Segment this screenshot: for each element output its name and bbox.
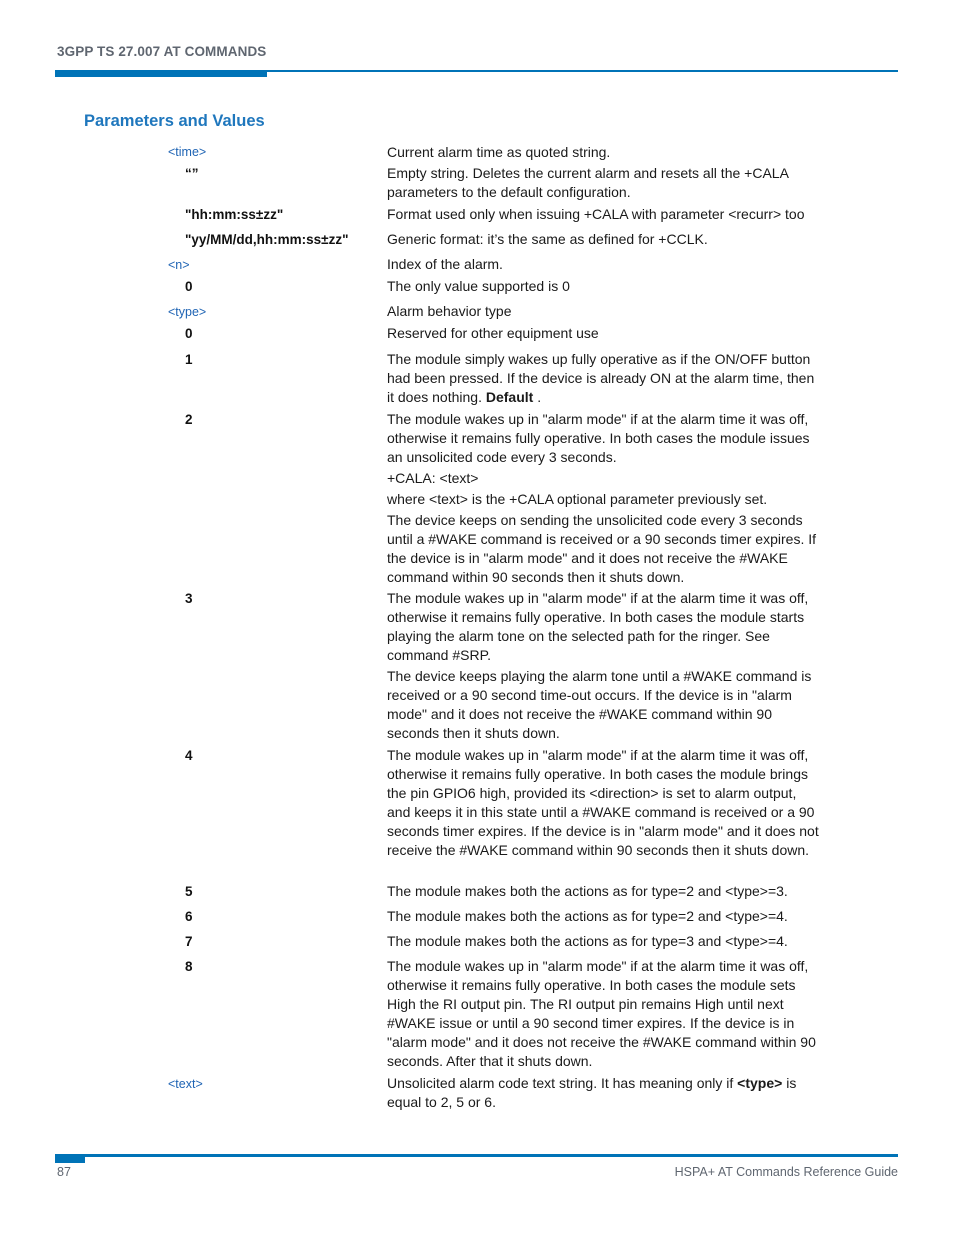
value-hhmm-desc: Format used only when issuing +CALA with parameter <recurr> too: [387, 206, 805, 222]
type2-para-1: The module wakes up in "alarm mode" if at the alarm time it was off, otherwise it remains fully operative. In both cases the module issues an unsolicited code every 3 seconds.: [387, 411, 810, 465]
value-yymm-desc: Generic format: it’s the same as defined for +CCLK.: [387, 231, 708, 247]
value-type2-key: 2: [185, 412, 193, 427]
value-type5-desc: The module makes both the actions as for type=2 and <type>=3.: [387, 883, 788, 899]
value-hhmm-key: "hh:mm:ss±zz": [185, 207, 284, 222]
value-type0-desc: Reserved for other equipment use: [387, 325, 599, 341]
text-desc-head: Unsolicited alarm code text string. It has meaning only if: [387, 1075, 738, 1091]
value-empty-desc: Empty string. Deletes the current alarm and resets all the +CALA parameters to the default configuration.: [387, 165, 789, 200]
param-text-key: <text>: [168, 1077, 203, 1091]
value-type6-key: 6: [185, 909, 193, 924]
header-title: 3GPP TS 27.007 AT COMMANDS: [57, 44, 267, 59]
type2-para-2: +CALA: <text>: [387, 470, 479, 486]
text-type-ref: <type>: [737, 1075, 783, 1091]
value-type4-key: 4: [185, 748, 193, 763]
param-type-key: <type>: [168, 305, 207, 319]
value-empty-key: “”: [185, 166, 199, 181]
param-time-desc: Current alarm time as quoted string.: [387, 144, 611, 160]
value-type1-key: 1: [185, 352, 193, 367]
footer-rule: [55, 1154, 898, 1157]
param-type-desc: Alarm behavior type: [387, 303, 512, 319]
footer-title: HSPA+ AT Commands Reference Guide: [674, 1165, 898, 1179]
footer-rule-accent: [55, 1154, 85, 1163]
value-type6-desc: The module makes both the actions as for type=2 and <type>=4.: [387, 908, 788, 924]
type1-tail: .: [533, 389, 542, 405]
value-type1-desc: [387, 350, 819, 407]
value-type7-key: 7: [185, 934, 193, 949]
value-yymm-key: "yy/MM/dd,hh:mm:ss±zz": [185, 232, 349, 247]
param-n-desc: Index of the alarm.: [387, 256, 503, 272]
value-n0-key: 0: [185, 279, 193, 294]
param-text-desc: [387, 1074, 819, 1112]
value-type0-key: 0: [185, 326, 193, 341]
section-heading: Parameters and Values: [84, 112, 265, 130]
type3-para-2: The device keeps playing the alarm tone until a #WAKE command is received or a 90 second time-out occurs. If the device is in "alarm mode" and it does not receive the #WAKE command within 90 seconds then it shuts down.: [387, 668, 812, 741]
value-type4-desc: The module wakes up in "alarm mode" if at the alarm time it was off, otherwise it remains fully operative. In both cases the module brings the pin GPIO6 high, provided its <direction> is set to alarm output, and keeps it in this state until a #WAKE command is received or a 90 seconds timer expires. If the device is in "alarm mode" and it does not receive the #WAKE command within 90 seconds then it shuts down.: [387, 747, 819, 858]
param-time-key: <time>: [168, 145, 207, 159]
value-type8-desc: The module wakes up in "alarm mode" if at the alarm time it was off, otherwise it remains fully operative. In both cases the module sets High the RI output pin. The RI output pin remains High until next #WAKE issue or until a 90 second timer expires. If the device is in "alarm mode" and it does not receive the #WAKE command within 90 seconds. After that it shuts down.: [387, 958, 816, 1069]
value-type3-key: 3: [185, 591, 193, 606]
value-type5-key: 5: [185, 884, 193, 899]
param-n-key: <n>: [168, 258, 190, 272]
type1-text: The module simply wakes up fully operative as if the ON/OFF button had been pressed. If the device is already ON at the alarm time, then it does nothing.: [387, 351, 815, 405]
type2-para-3: where <text> is the +CALA optional parameter previously set.: [387, 491, 768, 507]
page-number: 87: [57, 1165, 71, 1179]
type2-para-4: The device keeps on sending the unsolicited code every 3 seconds until a #WAKE command is received or a 90 seconds timer expires. If the device is in "alarm mode" and it does not receive the #WAKE command within 90 seconds then it shuts down.: [387, 512, 816, 585]
type1-default-label: Default: [485, 389, 534, 405]
value-type3-desc: [387, 589, 819, 745]
value-type7-desc: The module makes both the actions as for type=3 and <type>=4.: [387, 933, 788, 949]
value-type8-key: 8: [185, 959, 193, 974]
value-type2-desc: [387, 410, 819, 589]
text-desc-tail: is equal to 2, 5 or 6.: [387, 1075, 797, 1110]
type3-para-1: The module wakes up in "alarm mode" if at the alarm time it was off, otherwise it remains fully operative. In both cases the module starts playing the alarm tone on the selected path for the ringer. See command #SRP.: [387, 590, 809, 663]
value-n0-desc: The only value supported is 0: [387, 278, 570, 294]
